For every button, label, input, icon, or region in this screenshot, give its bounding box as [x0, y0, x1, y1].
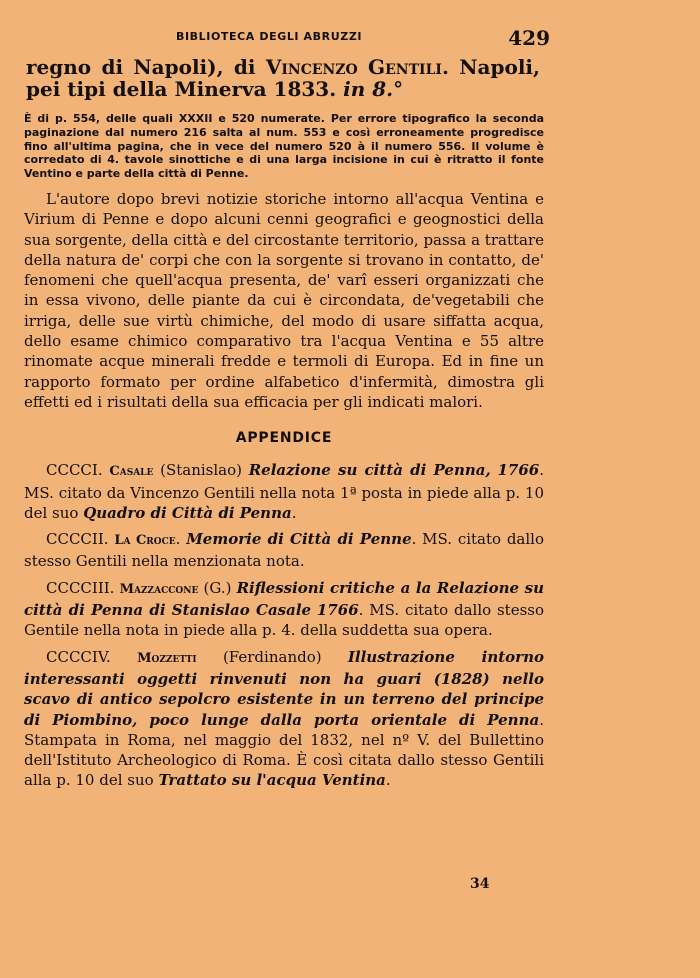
entry-work: Relazione su città di Penna, — [248, 461, 491, 480]
entry-number: CCCCIII. — [46, 578, 115, 597]
entry-year: 1766 — [497, 461, 540, 480]
entry-text: . MS. citato dallo stesso Gentile nella nota in piede alla p. 4. della suddetta sua opera. — [24, 601, 544, 640]
signature-mark: 34 — [470, 876, 490, 892]
continued-citation — [26, 56, 540, 100]
entry-work-secondary: Quadro di Città di Penna — [83, 503, 292, 522]
entry-author: La Croce — [114, 533, 176, 549]
entry-text: (Stanislao) — [153, 461, 249, 480]
citation-format: in 8.° — [343, 77, 404, 101]
entry-number: CCCCI. — [46, 461, 103, 480]
entry-work: Riflessioni critiche a la Relazione su città di Penna di Stanislao Casale — [24, 578, 544, 620]
entry-text: (G.) — [198, 578, 237, 597]
entry-author: Mozzetti — [137, 650, 197, 666]
entry-author: Casale — [109, 464, 154, 480]
entry-work: Memorie di Città di Penne — [186, 530, 412, 549]
entry-text: . — [291, 503, 297, 522]
book-page — [24, 14, 550, 964]
running-title: BIBLIOTECA DEGLI ABRUZZI — [176, 30, 363, 43]
entry-work: Illustrazione intorno interessanti oggetti rinvenuti non ha guari (1828) nello scavo di antico sepolcro esistente in un terreno del principe di Piombino, poco lunge dalla porta orientale di Penna — [24, 647, 544, 729]
appendix-entry-cccciv — [24, 647, 544, 791]
entry-number: CCCCIV. — [46, 647, 111, 666]
entry-year: 1766 — [316, 601, 359, 620]
entry-text: (Ferdinando) — [196, 647, 348, 666]
entry-number: CCCCII. — [46, 530, 109, 549]
appendix-entry-ccccii — [24, 529, 544, 572]
running-head — [24, 14, 550, 56]
description-paragraph: L'autore dopo brevi notizie storiche intorno all'acqua Ventina e Virium di Penne e dopo alcuni cenni geografici e geognostici della sua sorgente, della città e del circostante territorio, passa a trattare della natura de' corpi che con la sorgente si trovano in contatto, de' fenomeni che quell'acqua presenta, de' varî esseri organizzati che in essa vivono, delle piante da cui è circondata, de'vegetabili che irriga, delle sue virtù chimiche, del modo di usare siffatta acqua, dello esame chimico comparativo tra l'acqua Ventina e 55 altre rinomate acque minerali fredde e termoli di Europa. Ed in fine un rapporto formato per ordine alfabetico d'infermità, dimostra gli effetti ed i risultati della sua efficacia per gli indicati malori. — [24, 189, 544, 411]
citation-text-2: . Napoli, pei tipi della Minerva 1833. — [26, 55, 540, 101]
appendix-entry-cccciii — [24, 578, 544, 641]
bibliographic-note: È di p. 554, delle quali XXXII e 520 numerate. Per errore tipografico la seconda paginazione dal numero 216 salta al num. 553 e così erroneamente progredisce fino all'ultima pagina, che in vece del numero 520 à il numero 556. Il volume è corredato di 4. tavole sinottiche e di una larga incisione in cui è ritratto il fonte Ventino e parte della città di Penne. — [24, 112, 544, 181]
entry-text: . — [175, 530, 187, 549]
entry-work-secondary: Trattato su l'acqua Ventina — [158, 771, 386, 790]
citation-author: Vincenzo Gentili — [265, 55, 442, 79]
entry-author: Mazzaccone — [119, 581, 199, 597]
entry-text: . — [385, 771, 391, 790]
entry-text: . MS. citato dallo stesso Gentili nella menzionata nota. — [24, 530, 544, 571]
entry-text: . Stampata in Roma, nel maggio del 1832, nel nº V. del Bullettino dell'Istituto Archeologico di Roma. È così citata dallo stesso Gentili alla p. 10 del suo — [24, 710, 544, 790]
appendix-title: APPENDICE — [235, 430, 333, 447]
page-number: 429 — [508, 26, 550, 50]
entry-text: . MS. citato da Vincenzo Gentili nella nota 1ª posta in piede alla p. 10 del suo — [24, 461, 544, 522]
citation-text-1: regno di Napoli), di — [26, 55, 266, 79]
appendix-entry-cccci — [24, 460, 544, 523]
